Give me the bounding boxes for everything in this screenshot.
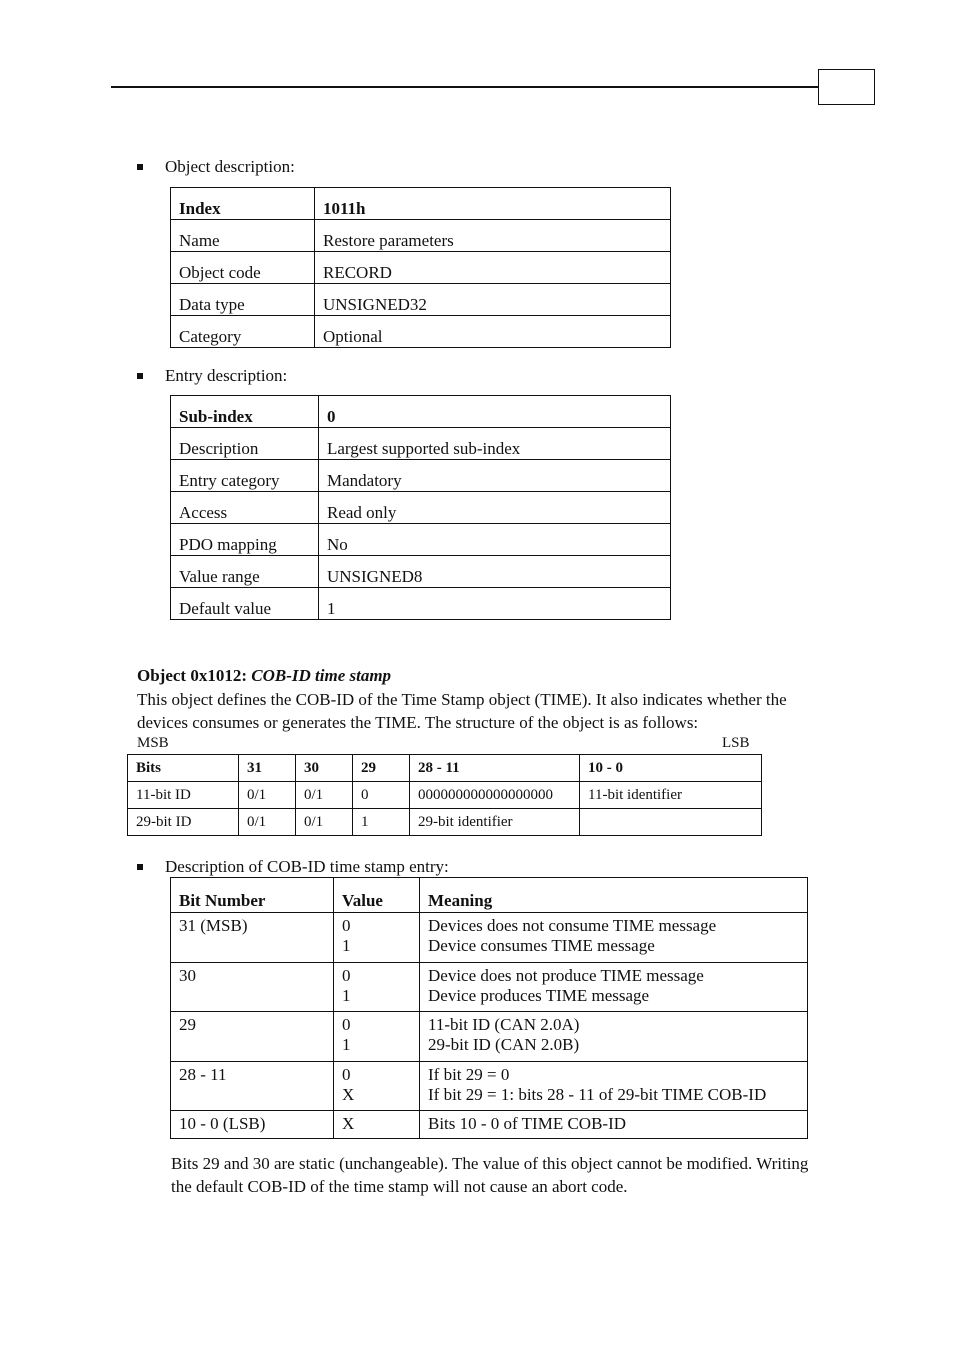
bit-cell: 28 - 11 <box>171 1062 334 1111</box>
table-row <box>171 428 671 460</box>
cell-value: UNSIGNED32 <box>315 284 671 316</box>
meaning-cell <box>420 1062 808 1111</box>
header-cell: Bits <box>128 755 239 782</box>
value-line: X <box>342 1114 355 1133</box>
table-cell: 29-bit identifier <box>410 809 580 836</box>
cell-label: Index <box>171 188 315 220</box>
table-row <box>171 284 671 316</box>
heading-prefix: Object 0x1012: <box>137 666 252 685</box>
meaning-line: 29-bit ID (CAN 2.0B) <box>428 1035 580 1054</box>
msb-label: MSB <box>137 735 169 751</box>
cell-label: Name <box>171 220 315 252</box>
header-cell: Meaning <box>420 878 808 913</box>
value-line: 1 <box>342 986 351 1005</box>
table-row <box>171 396 671 428</box>
meaning-line: Device consumes TIME message <box>428 936 655 955</box>
table-row <box>171 556 671 588</box>
value-line: 0 <box>342 966 351 985</box>
cell-label: Access <box>171 492 319 524</box>
table-row <box>171 460 671 492</box>
header-cell: 31 <box>239 755 296 782</box>
value-cell <box>334 963 420 1012</box>
bit-cell: 29 <box>171 1012 334 1062</box>
cell-value: Restore parameters <box>315 220 671 252</box>
lsb-label: LSB <box>722 735 750 751</box>
bit-cell: 31 (MSB) <box>171 913 334 963</box>
bullet-entry-description <box>137 366 287 386</box>
meaning-cell <box>420 1012 808 1062</box>
bullet-marker <box>137 373 143 379</box>
value-line: 0 <box>342 916 351 935</box>
value-cell <box>334 913 420 963</box>
value-line: 0 <box>342 1065 351 1084</box>
value-cell <box>334 1111 420 1139</box>
header-cell: 30 <box>296 755 353 782</box>
table-header-row <box>128 755 762 782</box>
meaning-line: Devices does not consume TIME message <box>428 916 717 935</box>
cell-value: Read only <box>319 492 671 524</box>
cell-value: 1 <box>319 588 671 620</box>
entry-table <box>170 395 671 620</box>
cell-value: RECORD <box>315 252 671 284</box>
value-line: 1 <box>342 1035 351 1054</box>
cell-label: PDO mapping <box>171 524 319 556</box>
table-cell: 11-bit identifier <box>580 782 762 809</box>
page-number-box <box>818 69 875 105</box>
bit-cell: 30 <box>171 963 334 1012</box>
cell-label: Category <box>171 316 315 348</box>
cell-value: No <box>319 524 671 556</box>
table-row <box>171 220 671 252</box>
cell-value: 1011h <box>315 188 671 220</box>
table-cell: 000000000000000000 <box>410 782 580 809</box>
meaning-line: Device does not produce TIME message <box>428 966 704 985</box>
table-row <box>128 782 762 809</box>
cell-value: Mandatory <box>319 460 671 492</box>
table-cell: 0/1 <box>296 809 353 836</box>
value-line: 0 <box>342 1015 351 1034</box>
table-row <box>171 252 671 284</box>
table-cell: 0/1 <box>296 782 353 809</box>
section-paragraph: This object defines the COB-ID of the Time Stamp object (TIME). It also indicates whether the devices consumes or generates the TIME. The structure of the object is as follows: <box>137 690 787 732</box>
cell-label: Object code <box>171 252 315 284</box>
bullet-label: Description of COB-ID time stamp entry: <box>165 857 449 876</box>
table-row <box>171 524 671 556</box>
meaning-cell <box>420 913 808 963</box>
table-cell: 0/1 <box>239 782 296 809</box>
meaning-line: If bit 29 = 1: bits 28 - 11 of 29-bit TIME COB-ID <box>428 1085 767 1104</box>
table-row <box>171 588 671 620</box>
bullet-label: Object description: <box>165 157 295 176</box>
table-row <box>128 809 762 836</box>
table-row <box>171 1012 808 1062</box>
header-cell: 10 - 0 <box>580 755 762 782</box>
value-cell <box>334 1012 420 1062</box>
section-heading <box>137 666 391 686</box>
cell-label: Description <box>171 428 319 460</box>
meaning-cell <box>420 963 808 1012</box>
table-row <box>171 492 671 524</box>
value-cell <box>334 1062 420 1111</box>
cell-label: Data type <box>171 284 315 316</box>
table-row <box>171 913 808 963</box>
table-cell: 11-bit ID <box>128 782 239 809</box>
meaning-cell <box>420 1111 808 1139</box>
table-row <box>171 188 671 220</box>
meaning-line: 11-bit ID (CAN 2.0A) <box>428 1015 580 1034</box>
table-row <box>171 963 808 1012</box>
table-row <box>171 1111 808 1139</box>
cell-label: Default value <box>171 588 319 620</box>
header-cell: 28 - 11 <box>410 755 580 782</box>
cell-value: Optional <box>315 316 671 348</box>
table-cell: 1 <box>353 809 410 836</box>
header-cell: 29 <box>353 755 410 782</box>
table-cell: 0/1 <box>239 809 296 836</box>
cell-label: Sub-index <box>171 396 319 428</box>
bullet-object-description <box>137 157 295 177</box>
bullet-cob-description <box>137 857 449 877</box>
header-cell: Value <box>334 878 420 913</box>
footnote-paragraph: Bits 29 and 30 are static (unchangeable). The value of this object cannot be modified. Writing the default COB-ID of the time stamp will not cause an abort code. <box>171 1154 809 1196</box>
table-cell <box>580 809 762 836</box>
value-line: 1 <box>342 936 351 955</box>
cell-label: Value range <box>171 556 319 588</box>
cell-value: Largest supported sub-index <box>319 428 671 460</box>
cell-label: Entry category <box>171 460 319 492</box>
header-rule <box>111 86 819 88</box>
value-line: X <box>342 1085 355 1104</box>
table-cell: 0 <box>353 782 410 809</box>
bits-table <box>127 754 762 836</box>
table-row <box>171 1062 808 1111</box>
bit-cell: 10 - 0 (LSB) <box>171 1111 334 1139</box>
table-row <box>171 316 671 348</box>
table-cell: 29-bit ID <box>128 809 239 836</box>
heading-title: COB-ID time stamp <box>251 666 392 685</box>
meaning-line: Bits 10 - 0 of TIME COB-ID <box>428 1114 627 1133</box>
object-table <box>170 187 671 348</box>
cob-table <box>170 877 808 1139</box>
cell-value: UNSIGNED8 <box>319 556 671 588</box>
bullet-marker <box>137 164 143 170</box>
cell-value: 0 <box>319 396 671 428</box>
table-header-row <box>171 878 808 913</box>
meaning-line: Device produces TIME message <box>428 986 650 1005</box>
meaning-line: If bit 29 = 0 <box>428 1065 510 1084</box>
header-cell: Bit Number <box>171 878 334 913</box>
bullet-marker <box>137 864 143 870</box>
bullet-label: Entry description: <box>165 366 288 385</box>
